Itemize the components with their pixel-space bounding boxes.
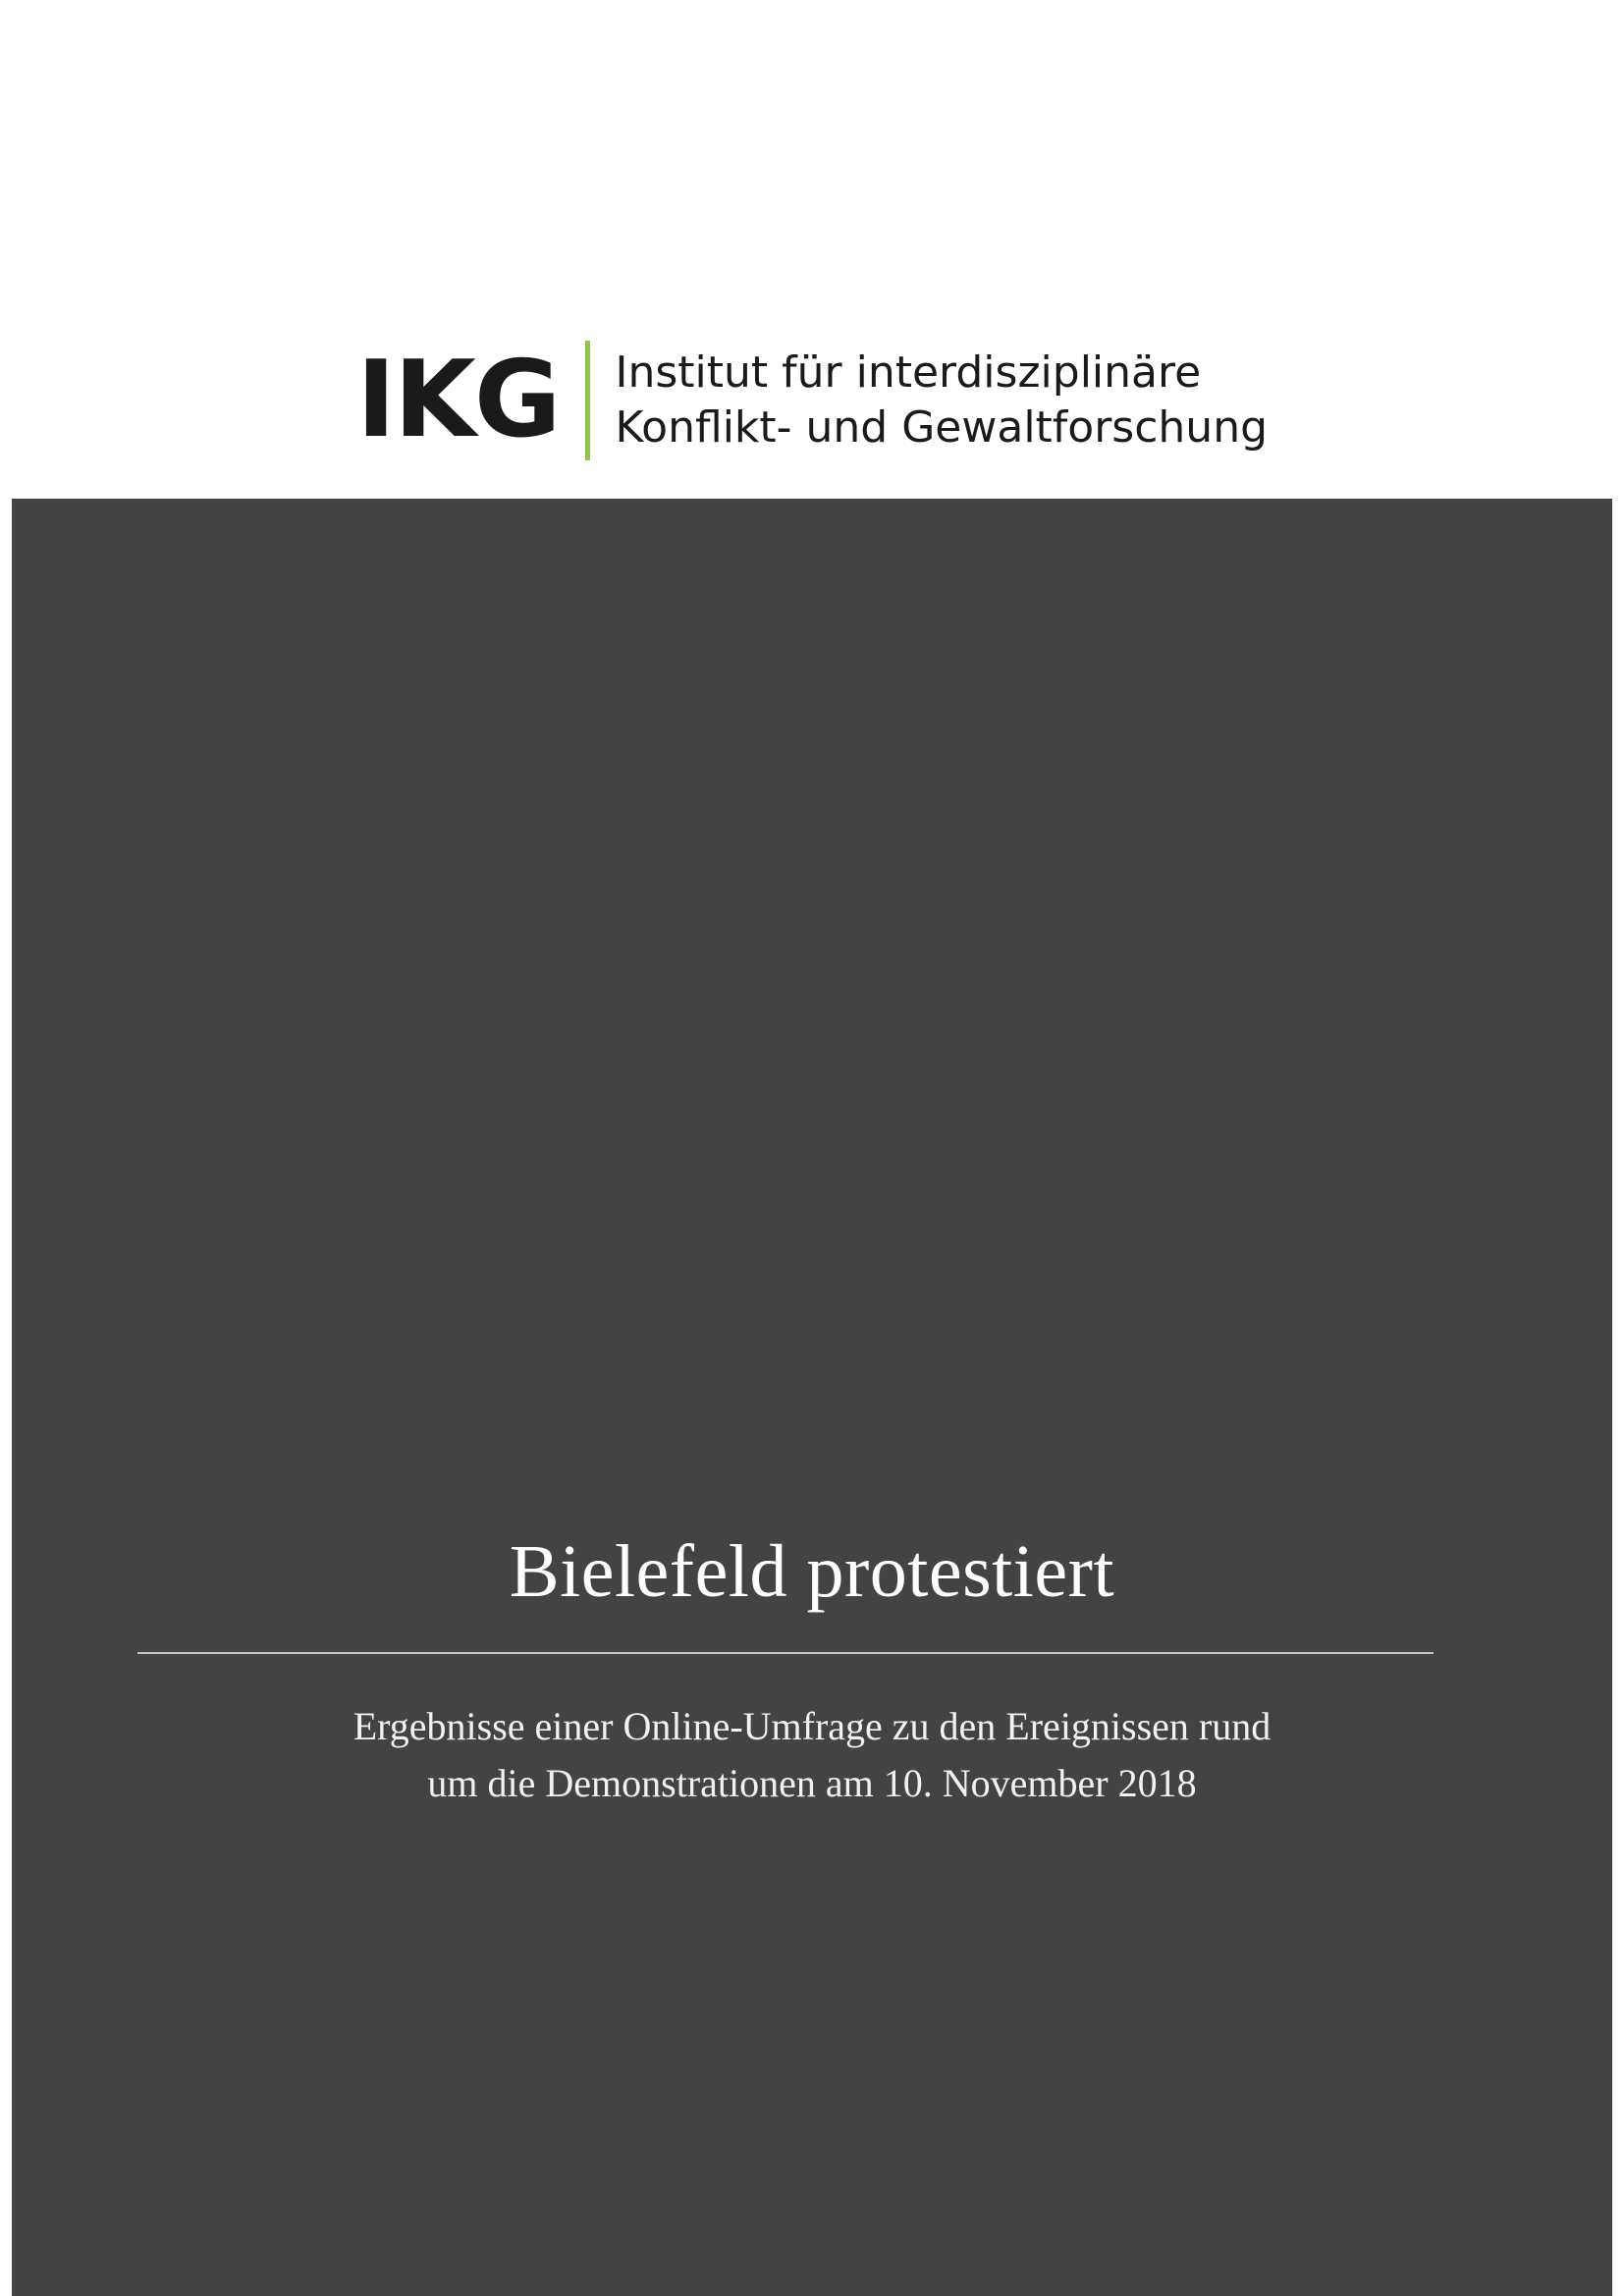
title-divider-rule xyxy=(137,1652,1434,1654)
page-title: Bielefeld protestiert xyxy=(509,1530,1115,1613)
cover-subtitle-line1: Ergebnisse einer Online-Umfrage zu den Ereignissen rund xyxy=(352,1704,1272,1748)
institute-logo xyxy=(0,312,1624,489)
logo-divider-rule xyxy=(585,341,590,460)
logo-wordmark xyxy=(616,346,1269,456)
logo-inner xyxy=(356,327,1268,474)
cover-panel xyxy=(12,499,1612,2296)
logo-wordmark-line1: Institut für interdisziplinäre xyxy=(615,347,1202,398)
cover-subtitle-line2: um die Demonstrationen am 10. November 2018 xyxy=(427,1761,1197,1805)
ikg-logo-mark: IKG xyxy=(355,339,560,461)
cover-title-wrap xyxy=(12,1531,1612,1614)
cover-subtitle-wrap xyxy=(159,1698,1465,1812)
logo-wordmark-line2: Konflikt- und Gewaltforschung xyxy=(615,402,1269,453)
